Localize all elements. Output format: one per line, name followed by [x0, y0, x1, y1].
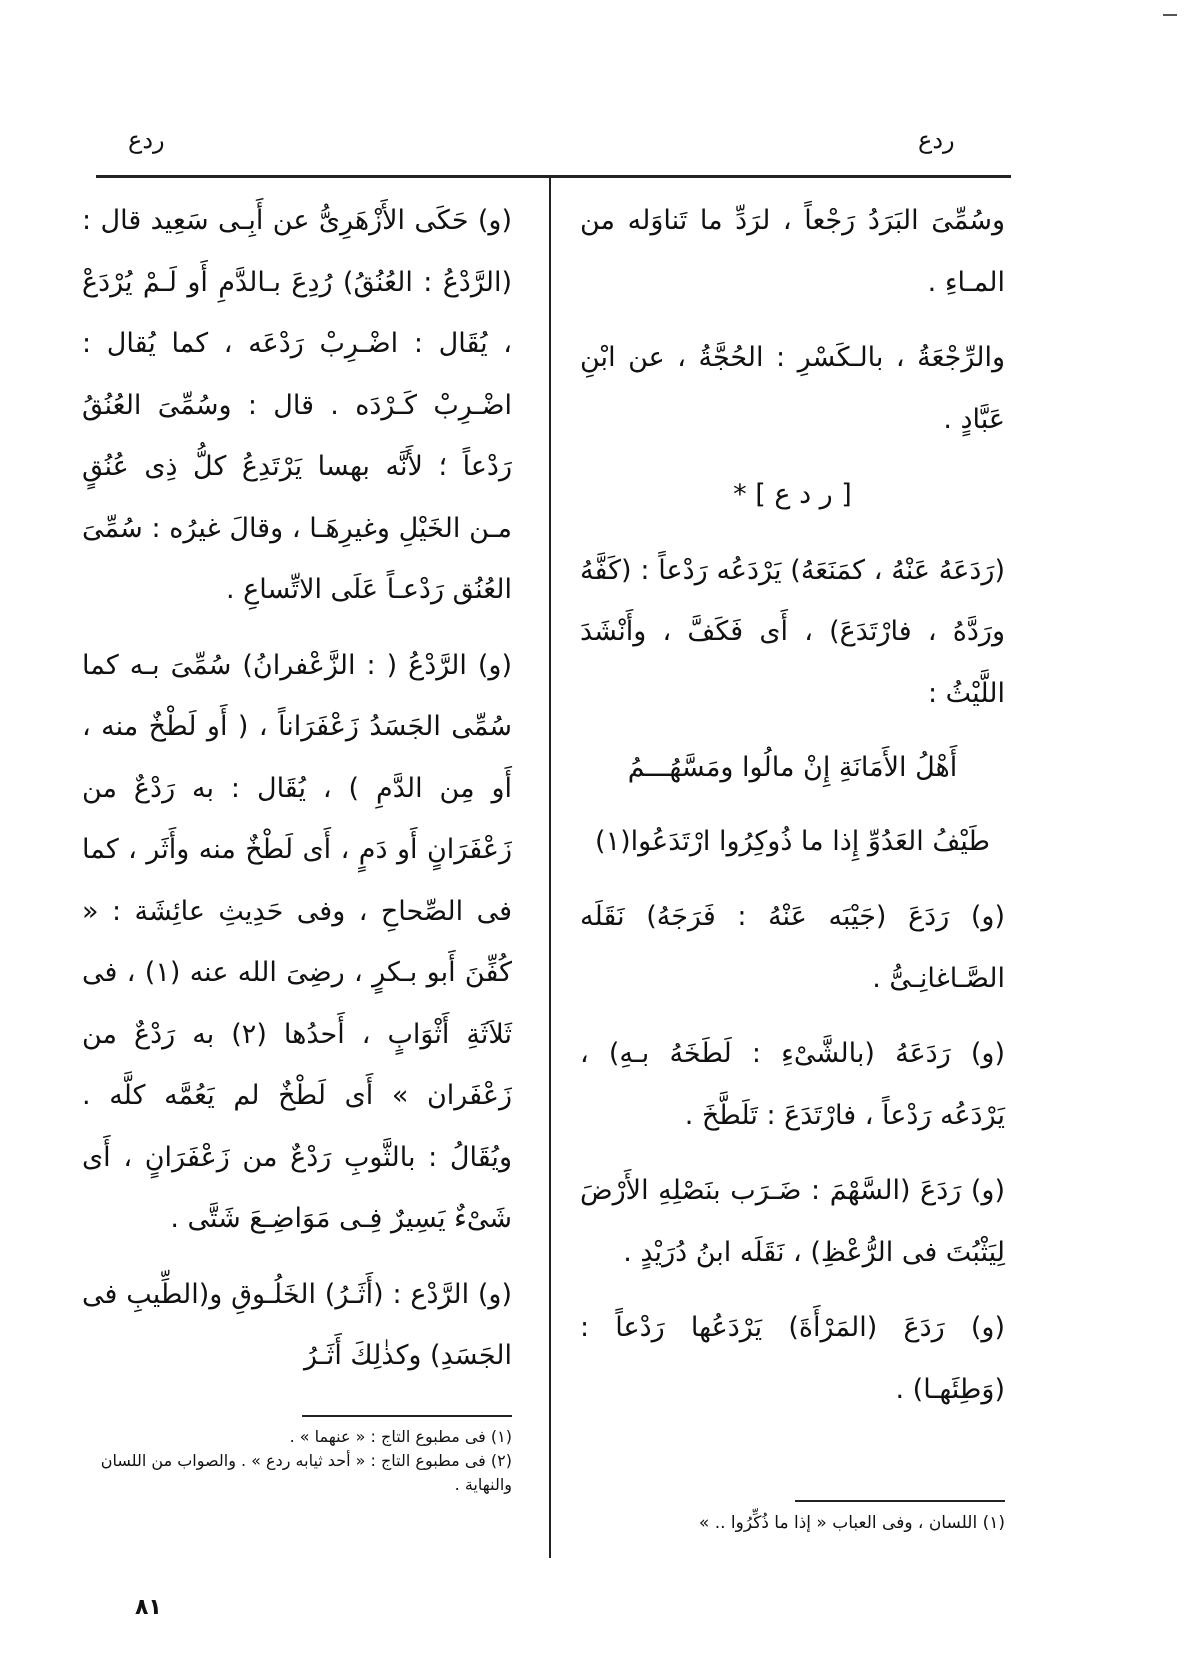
entry-heading: [ ر د ع ] *: [733, 479, 852, 510]
left-paragraph-2: (و) الرَّدْعُ ( : الزَّعْفرانُ) سُمِّىَ بـه كما سُمِّى الجَسَدُ زَعْفَرَاناً ، ( أَو لَطْخٌ منه ، أَو مِن الدَّمِ ) ، يُقَال : به رَدْعٌ من زَعْفَرَانٍ أَو دَمٍ ، أَى لَطْخٌ منه وأَثَر ، كما فى الصِّحاحِ ، وفى حَدِيثِ عائِشَة : « كُفِّنَ أَبو بـكرٍ ، رضِىَ الله عنه (١) ، فى ثَلاَثَةِ أَثْوَابٍ ، أَحدُها (٢) به رَدْعٌ من زَعْفَران » أَى لَطْخٌ لم يَعُمَّه كلَّه . ويُقَالُ : بالثَّوبِ رَدْعٌ من زَعْفَرَانٍ ، أَى شَىْءٌ يَسِيرٌ فِـى مَوَاضِـعَ شَتَّى .: [82, 649, 513, 1234]
right-paragraph-1: وسُمِّىَ البَرَدُ رَجْعاً ، لرَدِّ ما تَناوَله من المـاءِ .: [580, 205, 1005, 298]
footnote-right-1: (١) اللسان ، وفى العباب « إذا ما ذُكِّرُوا .. »: [698, 1513, 1005, 1533]
column-divider: [549, 178, 551, 1558]
left-paragraph-3: (و) الرَّدْع : (أَثَـرُ) الخَلُـوقِ و(الطِّيبِ فى الجَسَدِ) وكذٰلِكَ أَثَـرُ: [82, 1278, 512, 1371]
right-paragraph-2: والرِّجْعَةُ ، بالـكَسْرِ : الحُجَّةُ ، عن ابْنِ عَبَّادٍ .: [580, 342, 1005, 435]
verse-line-1: أَهْلُ الأَمَانَةِ إِنْ مالُوا ومَسَّهُـــمُ: [627, 752, 958, 783]
left-footnotes: [82, 1405, 512, 1497]
right-paragraph-7: (و) رَدَعَ (المَرْأَةَ) يَرْدَعُها رَدْعاً : (وَطِئَهـا) .: [580, 1312, 1005, 1405]
running-header-right: ردع: [918, 126, 955, 154]
page-number: ٨١: [135, 1595, 162, 1620]
running-header-left: ردع: [128, 126, 165, 154]
verse-line-2: طَيْفُ العَدُوِّ إِذا ما ذُوكِرُوا ارْتَدَعُوا(١): [595, 826, 990, 857]
footnote-2: (٢) فى مطبوع التاج : « أحد ثيابه ردع » . والصواب من اللسان والنهاية .: [100, 1451, 512, 1494]
corner-mark: [1163, 14, 1177, 16]
right-footnotes: [580, 1490, 1005, 1536]
left-paragraph-1: (و) حَكَى الأَزْهَرِىُّ عن أَبِـى سَعِيد قال : (الرَّدْعُ : العُنُقُ) رُدِعَ بـالدَّمِ أَو لَـمْ يُرْدَعْ ، يُقَال : اضْـرِبْ رَدْعَه ، كما يُقال : اضْـرِبْ كَـرْدَه . قال : وسُمِّىَ العُنُقُ رَدْعاً ؛ لأَنَّه بهسا يَرْتَدِعُ كلُّ ذِى عُنُقٍ مـن الخَيْلِ وغيرِهَـا ، وقالَ غيرُه : سُمِّىَ العُنُق رَدْعـاً عَلَى الاتِّساعِ .: [82, 205, 512, 605]
right-column: [580, 190, 1005, 1434]
right-paragraph-4: (و) رَدَعَ (جَيْبَه عَنْهُ : فَرَجَهُ) نَقَلَه الصَّـاغانِـىُّ .: [580, 901, 1005, 994]
header-rule: [96, 175, 1011, 178]
footnote-separator: [795, 1500, 1005, 1502]
right-paragraph-5: (و) رَدَعَهُ (بالشَّىْءِ : لَطَخَهُ بـهِ) ، يَرْدَعُه رَدْعاً ، فارْتَدَعَ : تَلَطَّخَ .: [580, 1038, 1005, 1131]
left-column: [82, 190, 512, 1401]
right-paragraph-6: (و) رَدَعَ (السَّهْمَ : ضَـرَب بنَصْلِهِ الأَرْضَ لِيَثْبُتَ فى الرُّعْظِ) ، نَقَلَه ابنُ دُرَيْدٍ .: [580, 1175, 1005, 1268]
footnote-1: (١) فى مطبوع التاج : « عنهما » .: [289, 1427, 512, 1446]
footnote-separator: [302, 1415, 512, 1417]
right-paragraph-3: (رَدَعَهُ عَنْهُ ، كمَنَعَهُ) يَرْدَعُه رَدْعاً : (كَفَّهُ ورَدَّهُ ، فارْتَدَعَ) ، أَى فَكَفَّ ، وأَنْشَدَ اللَّيْثُ :: [580, 554, 1005, 709]
